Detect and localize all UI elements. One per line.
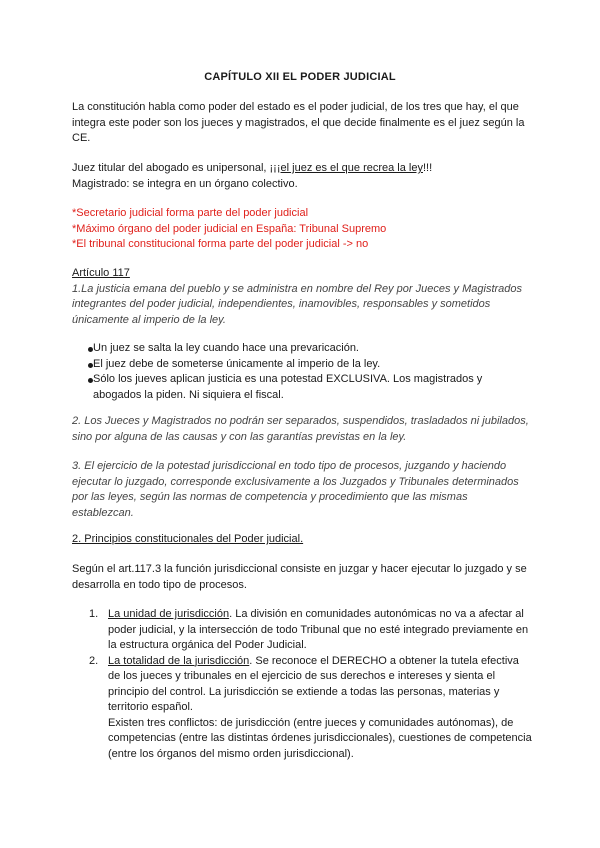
principle-text: . La división en comunidades autonómicas no va a afectar al poder judicial, y la intersección de todo Tribunal que no esté integrado previamente en la estructura orgánica del Poder Judicial.	[108, 608, 529, 651]
bullet-list	[72, 341, 532, 403]
page-title: CAPÍTULO XII EL PODER JUDICIAL	[204, 71, 396, 83]
juez-prefix: Juez titular del abogado es unipersonal, ¡¡¡	[72, 162, 281, 174]
bullet-dot-icon	[88, 378, 93, 383]
juez-paragraph	[72, 161, 532, 192]
bullet-dot-icon	[88, 363, 93, 368]
bullet-dot-icon	[88, 347, 93, 352]
principle-extra: Existen tres conflictos: de jurisdicción (entre jueces y comunidades autónomas), de competencias (entre las distintas órdenes jurisdiccionales), cuestiones de competencia (entre los órganos del mismo orden jurisdiccional).	[108, 716, 532, 760]
list-item	[72, 654, 532, 763]
principle-text: . Se reconoce el DERECHO a obtener la tutela efectiva de los jueces y tribunales en el ejercicio de sus derechos e intereses y sienta el principio del control. La jurisdicción se extiende a todas las personas, materias y territorio español.	[108, 654, 519, 713]
juez-suffix: !!!	[422, 162, 433, 174]
juez-underlined: el juez es el que recrea la ley	[280, 162, 423, 174]
red-note: *El tribunal constitucional forma parte del poder judicial -> no	[72, 238, 369, 250]
section-2-heading: 2. Principios constitucionales del Poder judicial.	[72, 533, 304, 545]
list-number: 1.	[89, 608, 99, 620]
articulo-block	[72, 266, 532, 328]
red-note: *Secretario judicial forma parte del poder judicial	[72, 207, 309, 219]
principle-title: La totalidad de la jurisdicción	[108, 654, 250, 667]
red-note: *Máximo órgano del poder judicial en España: Tribunal Supremo	[72, 222, 387, 235]
principles-list	[72, 607, 532, 762]
articulo-heading: Artículo 117	[72, 267, 130, 279]
magistrado-line: Magistrado: se integra en un órgano colectivo.	[72, 177, 298, 190]
list-item: Sólo los jueves aplican justicia es una potestad EXCLUSIVA. Los magistrados y abogados la piden. Ni siquiera el fiscal.	[72, 372, 532, 403]
list-item	[72, 607, 532, 654]
list-item: El juez debe de someterse únicamente al imperio de la ley.	[72, 357, 532, 373]
section-2-intro: Según el art.117.3 la función jurisdiccional consiste en juzgar y hacer ejecutar lo juzgado y se desarrolla en todo tipo de procesos.	[72, 563, 527, 591]
principle-title: La unidad de jurisdicción	[108, 608, 230, 620]
intro-paragraph: La constitución habla como poder del estado es el poder judicial, de los tres que hay, el que integra este poder son los jueces y magistrados, el que decide finalmente es el juez según la CE.	[72, 101, 525, 144]
articulo-paragraph-3: 3. El ejercicio de la potestad jurisdiccional en todo tipo de procesos, juzgando y haciendo ejecutar lo juzgado, corresponde exclusivamente a los Juzgados y Tribunales determinados por las leyes, según las normas de competencia y procedimiento que las mismas establezcan.	[72, 460, 519, 519]
red-notes	[72, 206, 532, 253]
articulo-paragraph-1: 1.La justicia emana del pueblo y se administra en nombre del Rey por Jueces y Magistrados integrantes del poder judicial, independientes, inamovibles, responsables y sometidos únicamente al imperio de la ley.	[72, 282, 523, 326]
list-number: 2.	[89, 654, 99, 667]
articulo-paragraph-2: 2. Los Jueces y Magistrados no podrán ser separados, suspendidos, trasladados ni jubilados, sino por alguna de las causas y con las garantías previstas en la ley.	[72, 415, 529, 443]
list-item: Un juez se salta la ley cuando hace una prevaricación.	[72, 341, 532, 357]
